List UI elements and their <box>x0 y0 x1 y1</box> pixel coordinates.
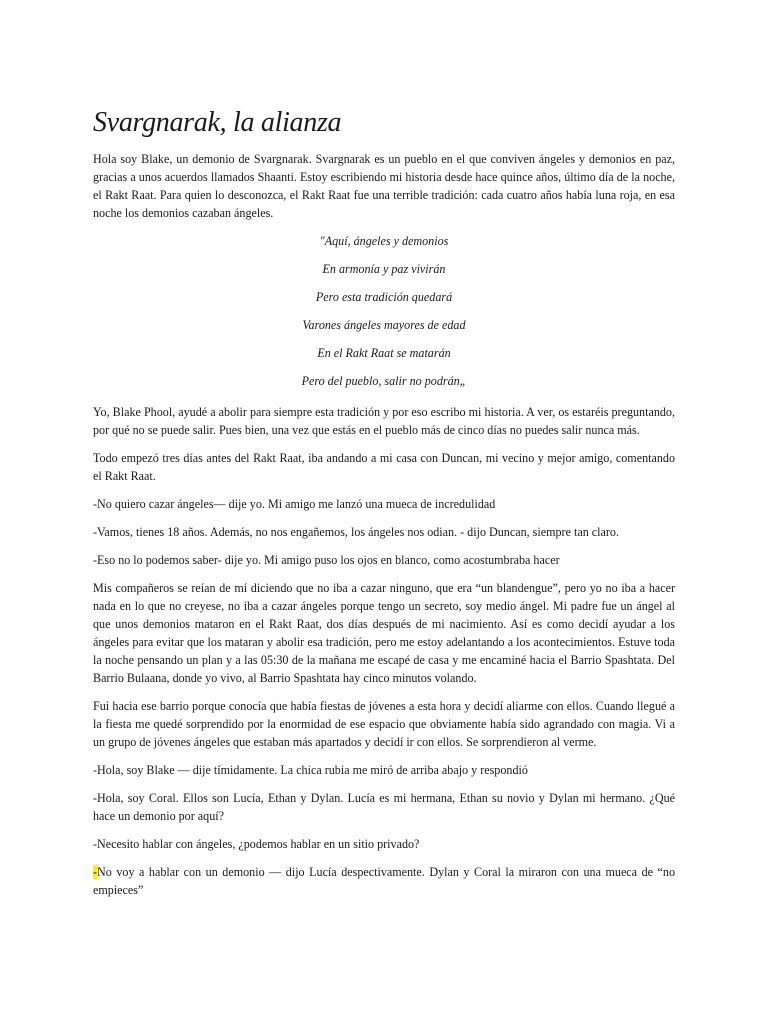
poem <box>93 232 675 390</box>
poem-line: "Aquí, ángeles y demonios <box>319 234 449 248</box>
document-page <box>93 106 675 909</box>
dialogue-paragraph: -Eso no lo podemos saber- dije yo. Mi amigo puso los ojos en blanco, como acostumbraba hacer <box>93 553 560 567</box>
body-paragraph: Mis compañeros se reían de mí diciendo que no iba a cazar ninguno, que era “un blandengue”, pero yo no iba a hacer nada en lo que no creyese, no iba a cazar ángeles porque tengo un secreto, soy medio ángel. Mi padre fue un ángel al que unos demonios mataron en el Rakt Raat, dos días después de mi nacimiento. Así es como decidí ayudar a los ángeles para evitar que los mataran y abolir esa tradición, pero me estoy adelantando a los acontecimientos. Estuve toda la noche pensando un plan y a las 05:30 de la mañana me escapé de casa y me encaminé hacia el Barrio Spashtata. Del Barrio Bulaana, donde yo vivo, al Barrio Spashtata hay cinco minutos volando. <box>93 581 675 685</box>
poem-line: Pero del pueblo, salir no podrán„ <box>301 374 467 388</box>
dialogue-paragraph: -Hola, soy Coral. Ellos son Lucía, Ethan y Dylan. Lucía es mi hermana, Ethan su novio y Dylan mi hermano. ¿Qué hace un demonio por aquí? <box>93 791 675 823</box>
body-paragraph: Fui hacia ese barrio porque conocía que había fiestas de jóvenes a esta hora y decidí aliarme con ellos. Cuando llegué a la fiesta me quedé sorprendido por la enormidad de ese espacio que obviamente había sido agrandado con magia. Vi a un grupo de jóvenes ángeles que estaban más apartados y decidí ir con ellos. Se sorprendieron al verme. <box>93 699 675 749</box>
poem-line: En el Rakt Raat se matarán <box>317 346 451 360</box>
poem-line: Varones ángeles mayores de edad <box>302 318 466 332</box>
dialogue-paragraph: -No quiero cazar ángeles— dije yo. Mi amigo me lanzó una mueca de incredulidad <box>93 497 496 511</box>
highlighted-dash: - <box>93 865 98 879</box>
dialogue-paragraph: -Vamos, tienes 18 años. Además, no nos engañemos, los ángeles nos odian. - dijo Duncan, siempre tan claro. <box>93 525 619 539</box>
last-dialogue-paragraph <box>93 863 675 899</box>
dialogue-text: No voy a hablar con un demonio — dijo Lucía despectivamente. Dylan y Coral la miraron con una mueca de “no empieces” <box>93 865 675 897</box>
poem-line: Pero esta tradición quedará <box>315 290 453 304</box>
intro-paragraph: Hola soy Blake, un demonio de Svargnarak. Svargnarak es un pueblo en el que conviven ángeles y demonios en paz, gracias a unos acuerdos llamados Shaanti. Estoy escribiendo mi historia desde hace quince años, último día de la noche, el Rakt Raat. Para quien lo desconozca, el Rakt Raat fue una terrible tradición: cada cuatro años había luna roja, en esa noche los demonios cazaban ángeles. <box>93 152 675 220</box>
body-paragraph: Todo empezó tres días antes del Rakt Raat, iba andando a mi casa con Duncan, mi vecino y mejor amigo, comentando el Rakt Raat. <box>93 451 675 483</box>
dialogue-paragraph: -Necesito hablar con ángeles, ¿podemos hablar en un sitio privado? <box>93 837 420 851</box>
dialogue-paragraph: -Hola, soy Blake — dije tímidamente. La chica rubia me miró de arriba abajo y respondió <box>93 763 528 777</box>
poem-line: En armonía y paz vivirán <box>322 262 446 276</box>
body-paragraph: Yo, Blake Phool, ayudé a abolir para siempre esta tradición y por eso escribo mi historia. A ver, os estaréis preguntando, por qué no se puede salir. Pues bien, una vez que estás en el pueblo más de cinco días no puedes salir nunca más. <box>93 405 675 437</box>
document-title: Svargnarak, la alianza <box>93 107 342 138</box>
